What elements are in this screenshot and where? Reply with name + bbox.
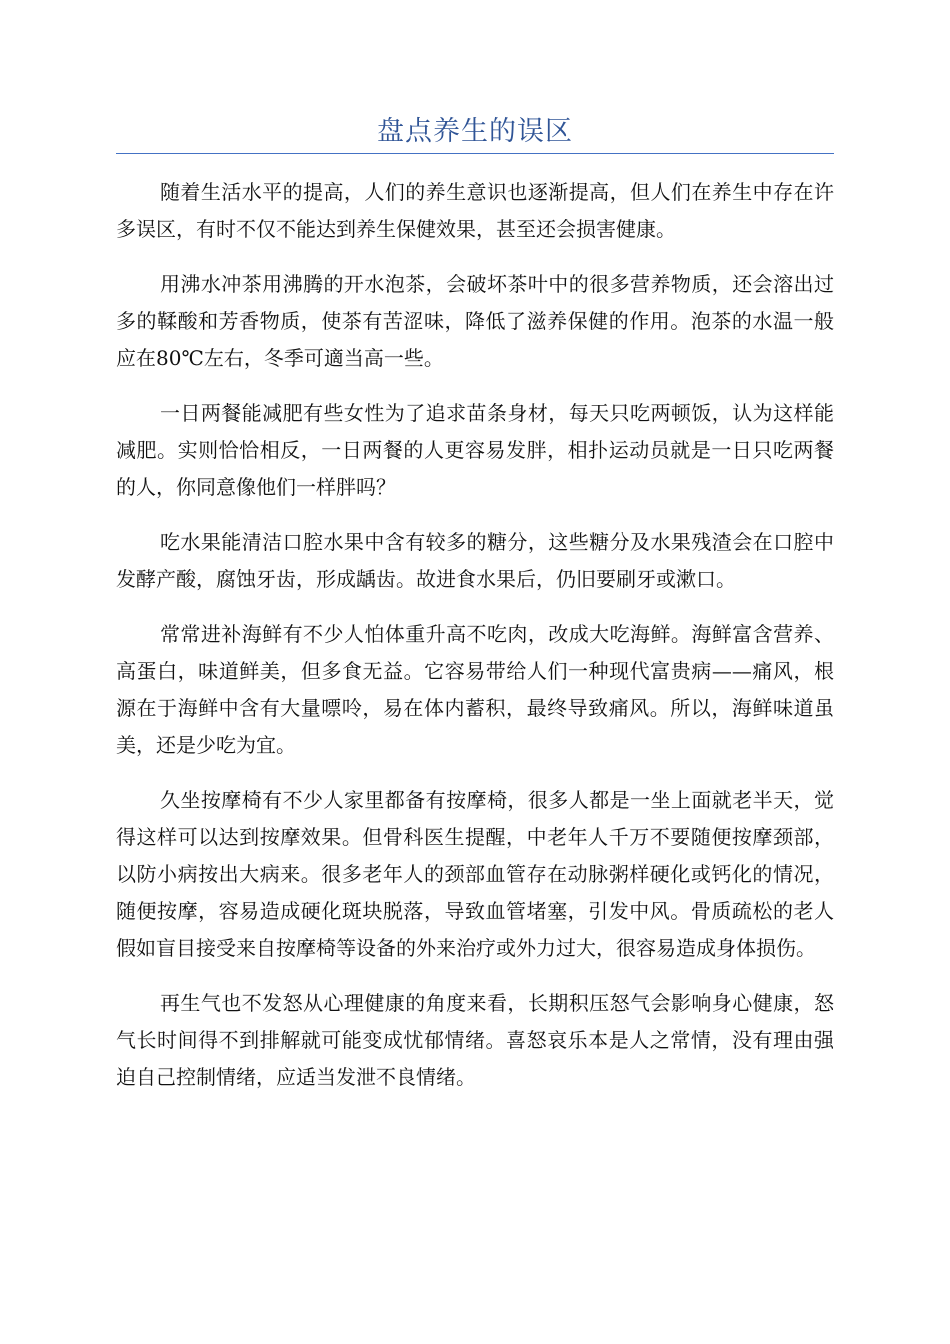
paragraph-boiling-water-tea: 用沸水冲茶用沸腾的开水泡茶，会破坏茶叶中的很多营养物质，还会溶出过多的鞣酸和芳香物质，使茶有苦涩味，降低了滋养保健的作用。泡茶的水温一般应在80℃左右，冬季可適当高一些。 [116, 272, 834, 370]
paragraph-massage-chair: 久坐按摩椅有不少人家里都备有按摩椅，很多人都是一坐上面就老半天，觉得这样可以达到按摩效果。但骨科医生提醒，中老年人千万不要随便按摩颈部，以防小病按出大病来。很多老年人的颈部血管存在动脉粥样硬化或钙化的情况，随便按摩，容易造成硬化斑块脱落，导致血管堵塞，引发中风。骨质疏松的老人假如盲目接受来自按摩椅等设备的外来治疗或外力过大，很容易造成身体损伤。 [116, 788, 834, 960]
paragraph-fruit-oral-cleaning: 吃水果能清洁口腔水果中含有较多的糖分，这些糖分及水果残渣会在口腔中发酵产酸，腐蚀牙齿，形成龋齿。故进食水果后，仍旧要刷牙或漱口。 [116, 530, 834, 591]
title-underline-rule [116, 153, 834, 154]
document-title: 盘点养生的误区 [377, 116, 573, 147]
paragraph-seafood: 常常进补海鲜有不少人怕体重升高不吃肉，改成大吃海鲜。海鲜富含营养、高蛋白，味道鲜美，但多食无益。它容易带给人们一种现代富贵病——痛风，根源在于海鲜中含有大量嘌呤，易在体内蓄积，最终导致痛风。所以，海鲜味道虽美，还是少吃为宜。 [116, 622, 834, 757]
document-body [116, 174, 834, 1114]
paragraph-intro: 随着生活水平的提高，人们的养生意识也逐渐提高，但人们在养生中存在许多误区，有时不仅不能达到养生保健效果，甚至还会损害健康。 [116, 180, 834, 241]
paragraph-anger: 再生气也不发怒从心理健康的角度来看，长期积压怒气会影响身心健康，怒气长时间得不到排解就可能变成忧郁情绪。喜怒哀乐本是人之常情，没有理由强迫自己控制情绪，应适当发泄不良情绪。 [116, 991, 834, 1089]
paragraph-two-meals-diet: 一日两餐能减肥有些女性为了追求苗条身材，每天只吃两顿饭，认为这样能减肥。实则恰恰相反，一日两餐的人更容易发胖，相扑运动员就是一日只吃两餐的人，你同意像他们一样胖吗？ [116, 401, 834, 499]
